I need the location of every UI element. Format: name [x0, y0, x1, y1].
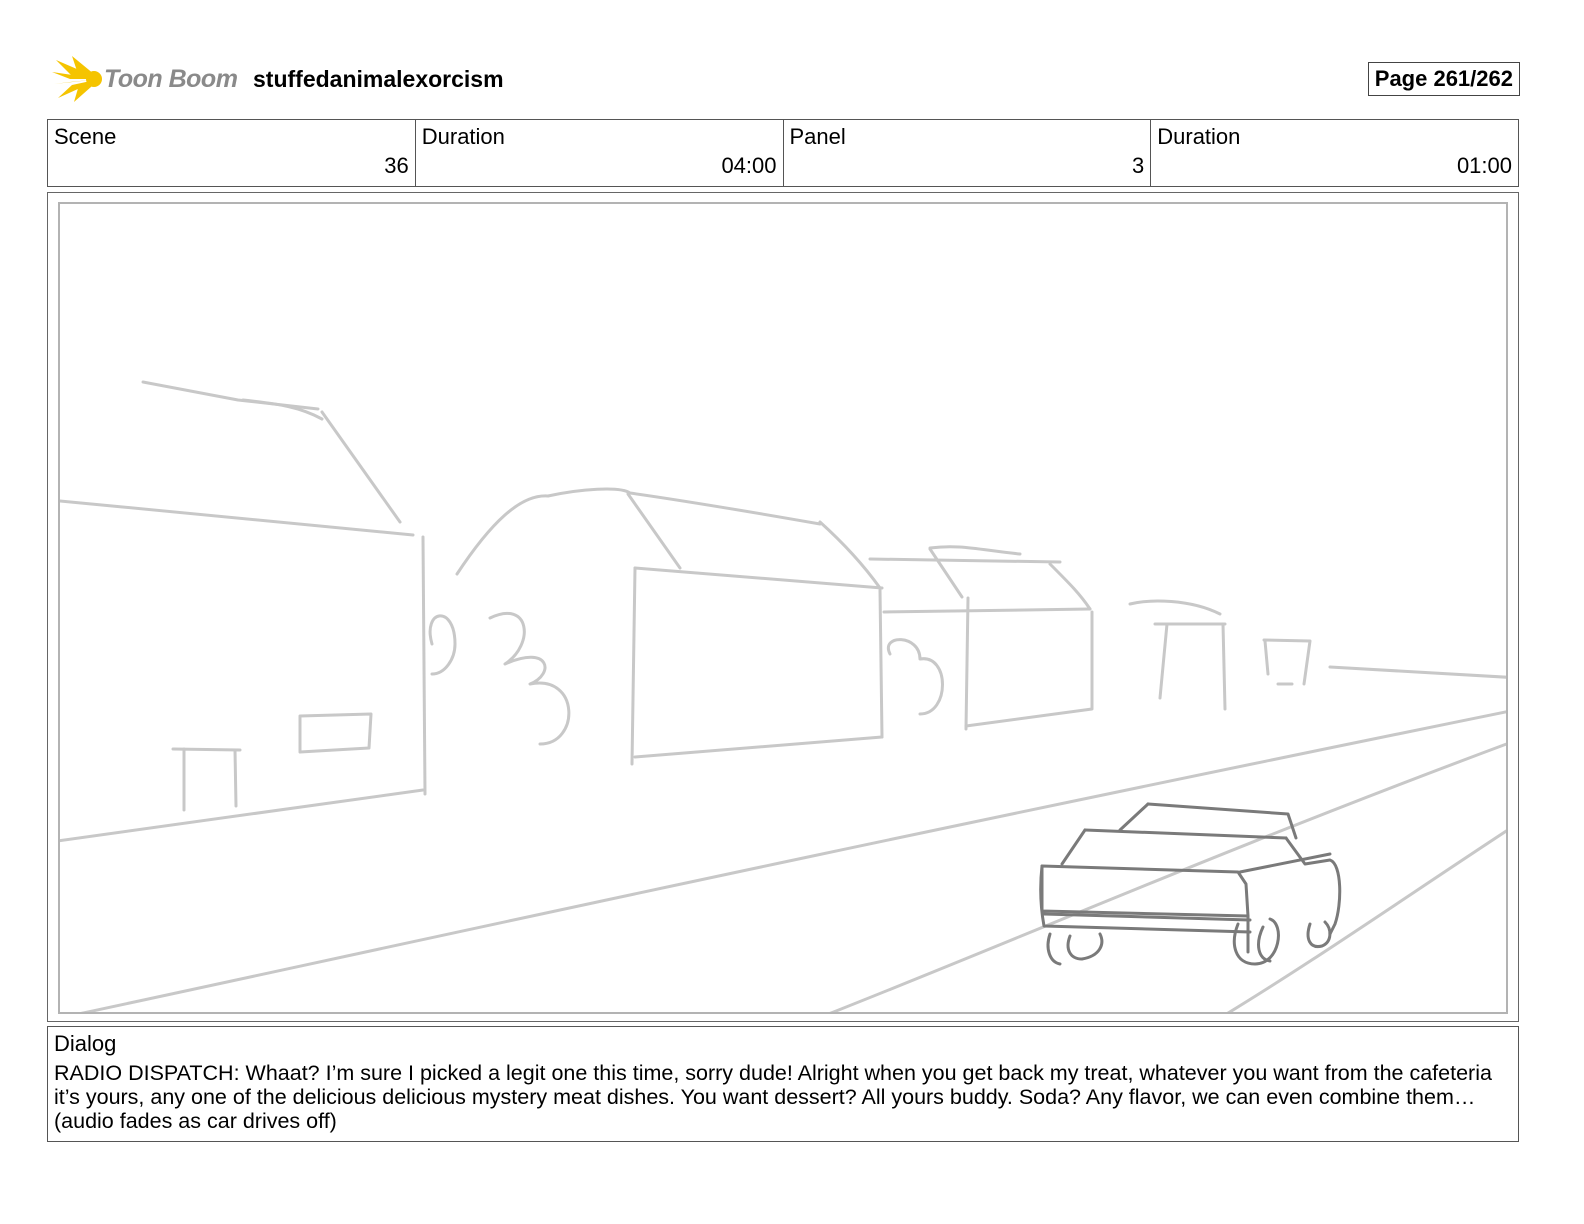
panel-value: 3 — [1132, 153, 1145, 178]
project-title: stuffedanimalexorcism — [253, 66, 504, 92]
panel-duration-value: 01:00 — [1456, 153, 1512, 178]
storyboard-panel — [47, 192, 1519, 1022]
starburst-icon — [52, 54, 104, 104]
toon-boom-logo — [52, 54, 242, 104]
logo-text: Toon Boom — [104, 65, 238, 93]
panel-cell — [784, 120, 1152, 186]
panel-duration-cell — [1151, 120, 1518, 186]
panel-label: Panel — [789, 124, 846, 149]
panel-duration-label: Duration — [1157, 124, 1241, 149]
page-number: Page 261/262 — [1368, 62, 1520, 96]
scene-cell — [48, 120, 416, 186]
dialog-box — [47, 1026, 1519, 1142]
panel-frame — [58, 202, 1508, 1014]
scene-info-table — [47, 119, 1519, 187]
scene-value: 36 — [384, 153, 409, 178]
header — [52, 54, 1520, 104]
scene-label: Scene — [54, 124, 117, 149]
scene-duration-value: 04:00 — [721, 153, 777, 178]
dialog-text: RADIO DISPATCH: Whaat? I’m sure I picked a legit one this time, sorry dude! Alright when you get back my treat, whatever you want from the cafeteria it’s yours, any one of the delicious delicious mystery meat dishes. You want dessert? All yours buddy. Soda? Any flavor, we can even combine them… (audio fades as car drives off) — [54, 1061, 1492, 1133]
scene-duration-cell — [416, 120, 784, 186]
car-sketch — [1041, 804, 1340, 964]
dialog-label: Dialog — [54, 1031, 117, 1056]
scene-duration-label: Duration — [421, 124, 505, 149]
street-sketch — [60, 204, 1508, 1014]
street-scene — [60, 382, 1508, 1014]
